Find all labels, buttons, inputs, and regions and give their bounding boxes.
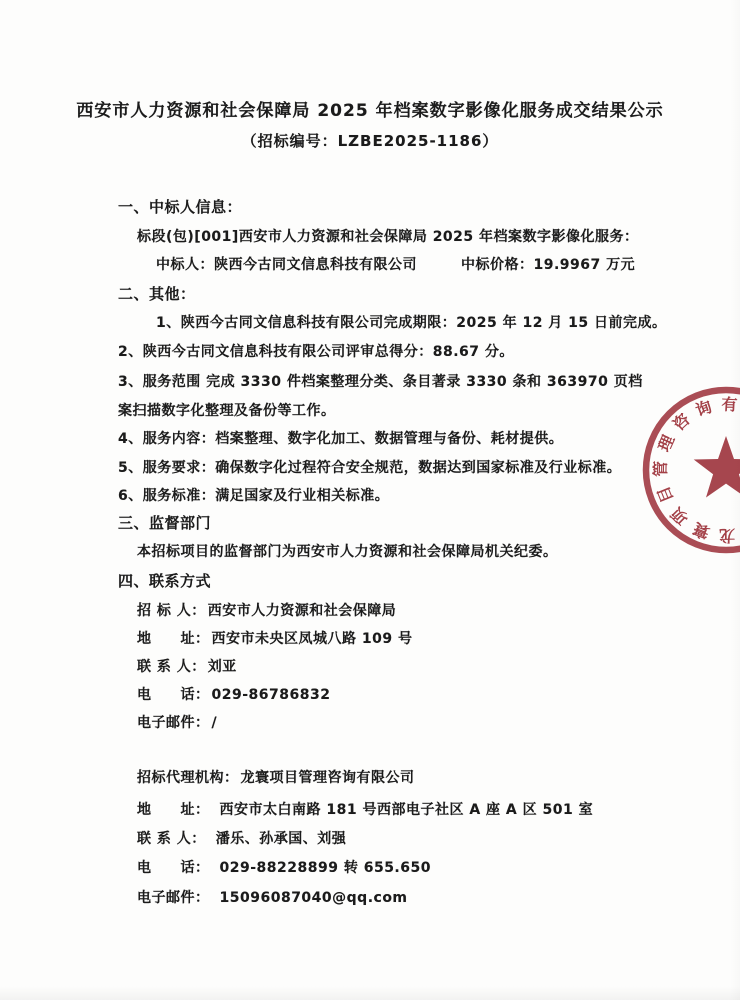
seal-star-icon [694, 436, 740, 498]
row-value: 15096087040@qq.com [219, 890, 408, 906]
winner-name: 中标人：陕西今古同文信息科技有限公司 [156, 257, 417, 273]
other-item-4: 4、服务内容：档案整理、数字化加工、数据管理与备份、耗材提供。 [118, 431, 564, 447]
section-4-heading: 四、联系方式 [118, 572, 212, 590]
seal-char: 管 [650, 460, 671, 478]
other-item-2: 2、陕西今古同文信息科技有限公司评审总得分：88.67 分。 [118, 344, 514, 360]
row-label: 联 系 人： [137, 831, 206, 847]
other-item-1: 1、陕西今古同文信息科技有限公司完成期限：2025 年 12 月 15 日前完成。 [156, 315, 667, 331]
page-title: 西安市人力资源和社会保障局 2025 年档案数字影像化服务成交结果公示 [76, 101, 664, 121]
row-value: 刘亚 [207, 659, 237, 675]
other-item-6: 6、服务标准：满足国家及行业相关标准。 [118, 488, 390, 504]
other-item-5: 5、服务要求：确保数字化过程符合安全规范，数据达到国家标准及行业标准。 [118, 460, 622, 476]
purchaser-row-name [137, 600, 396, 620]
row-label: 招 标 人： [137, 603, 206, 619]
row-value: / [211, 715, 218, 731]
purchaser-row-contact [137, 656, 237, 676]
row-value: 龙寰项目管理咨询有限公司 [240, 770, 415, 786]
winner-line [156, 254, 635, 274]
purchaser-row-phone [137, 684, 330, 704]
supervision-body: 本招标项目的监督部门为西安市人力资源和社会保障局机关纪委。 [137, 544, 558, 560]
row-label: 联 系 人： [137, 659, 206, 675]
row-label: 地 址： [137, 802, 210, 818]
row-label: 地 址： [137, 631, 210, 647]
seal-char: 寰 [690, 518, 713, 543]
purchaser-row-email [137, 712, 217, 732]
bid-number: （招标编号：LZBE2025-1186） [241, 132, 499, 150]
seal-char: 项 [667, 503, 693, 529]
seal-char: 目 [653, 483, 678, 506]
row-label: 电子邮件： [137, 890, 210, 906]
agency-row-contact [137, 828, 346, 848]
seal-ring [646, 390, 740, 550]
row-value: 潘乐、孙承国、刘强 [215, 831, 347, 847]
row-value: 西安市太白南路 181 号西部电子社区 A 座 A 区 501 室 [219, 802, 594, 818]
row-label: 电 话： [137, 860, 210, 876]
section-1-heading: 一、中标人信息： [118, 198, 243, 216]
seal-char: 有 [720, 394, 738, 415]
row-label: 招标代理机构： [137, 770, 239, 786]
section-3-heading: 三、监督部门 [118, 514, 212, 532]
row-label: 电子邮件： [137, 715, 210, 731]
agency-row-phone [137, 857, 431, 877]
purchaser-row-address [137, 628, 412, 648]
agency-row-name [137, 767, 415, 787]
agency-row-email [137, 887, 408, 907]
row-value: 西安市人力资源和社会保障局 [207, 603, 397, 619]
row-value: 西安市未央区凤城八路 109 号 [211, 631, 413, 647]
section-2-heading: 二、其他： [118, 285, 196, 303]
row-label: 电 话： [137, 687, 210, 703]
winner-price: 中标价格：19.9967 万元 [461, 257, 636, 273]
seal-char: 咨 [669, 409, 694, 435]
row-value: 029-86786832 [211, 687, 331, 703]
agency-row-address [137, 799, 593, 819]
row-value: 029-88228899 转 655.650 [219, 860, 431, 876]
other-item-3: 3、服务范围 完成 3330 件档案整理分类、条目著录 3330 条和 363970 页档案扫描数字化整理及备份等工作。 [118, 374, 643, 419]
seal-char: 询 [692, 396, 715, 421]
seal-char: 理 [654, 432, 679, 455]
lot-line: 标段(包)[001]西安市人力资源和社会保障局 2025 年档案数字影像化服务： [137, 229, 639, 245]
seal-char: 龙 [718, 525, 736, 546]
